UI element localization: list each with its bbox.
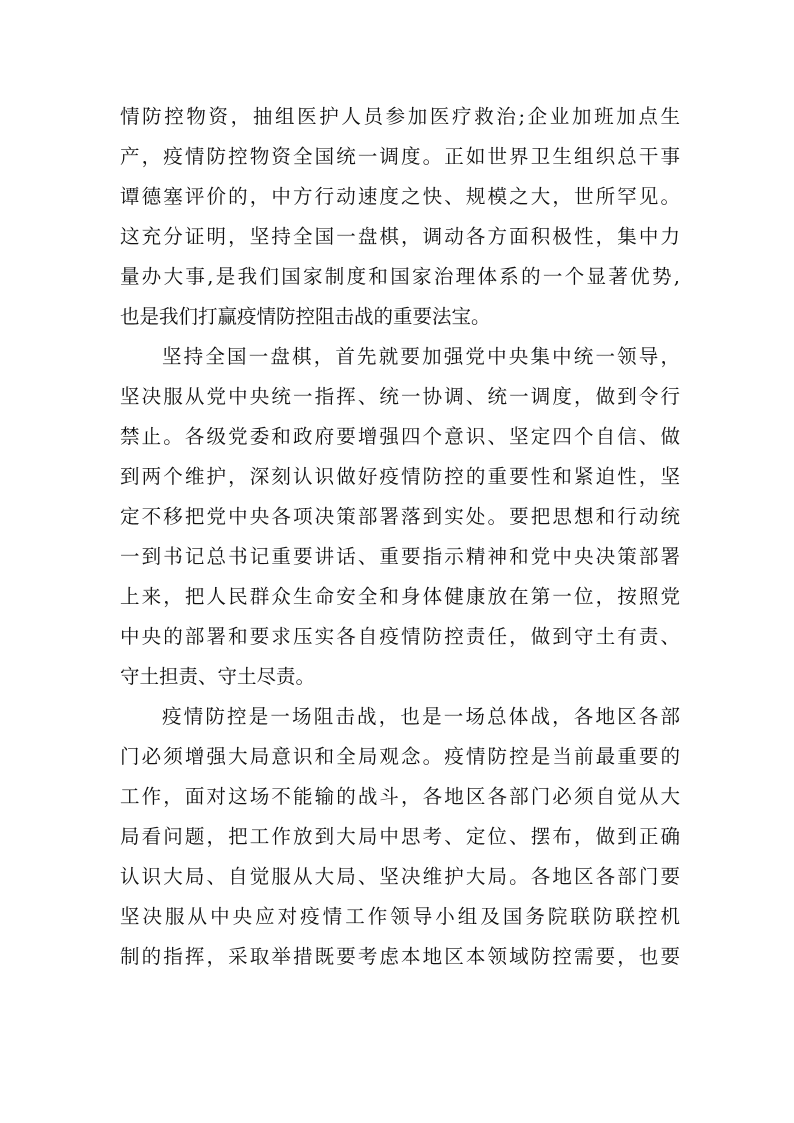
document-body [120,97,680,977]
text-line: 坚持全国一盘棋，首先就要加强党中央集中统一领导， [162,345,680,368]
text-line: 门必须增强大局意识和全局观念。疫情防控是当前最重要的 [120,745,680,768]
text-line: 到两个维护，深刻认识做好疫情防控的重要性和紧迫性，坚 [120,465,680,488]
text-line: 坚决服从党中央统一指挥、统一协调、统一调度，做到令行 [120,385,680,408]
text-line: 量办大事,是我们国家制度和国家治理体系的一个显著优势, [120,265,680,288]
text-line: 守土担责、守土尽责。 [120,665,316,688]
paragraph-1 [120,97,680,337]
text-line: 局看问题，把工作放到大局中思考、定位、摆布，做到正确 [120,825,680,848]
text-line: 制的指挥，采取举措既要考虑本地区本领域防控需要，也要 [120,945,680,968]
text-line: 一到书记总书记重要讲话、重要指示精神和党中央决策部署 [120,545,680,568]
text-line: 也是我们打赢疫情防控阻击战的重要法宝。 [120,305,491,328]
paragraph-2 [120,337,680,697]
text-line: 中央的部署和要求压实各自疫情防控责任，做到守土有责、 [120,625,680,648]
text-line: 这充分证明，坚持全国一盘棋，调动各方面积极性，集中力 [120,225,680,248]
text-line: 产，疫情防控物资全国统一调度。正如世界卫生组织总干事 [120,145,680,168]
text-line: 定不移把党中央各项决策部署落到实处。要把思想和行动统 [120,505,680,528]
paragraph-3 [120,697,680,977]
text-line: 认识大局、自觉服从大局、坚决维护大局。各地区各部门要 [120,865,680,888]
text-line: 疫情防控是一场阻击战，也是一场总体战，各地区各部 [162,705,680,728]
text-line: 谭德塞评价的，中方行动速度之快、规模之大，世所罕见。 [120,185,680,208]
text-line: 情防控物资，抽组医护人员参加医疗救治;企业加班加点生 [120,105,680,128]
text-line: 工作，面对这场不能输的战斗，各地区各部门必须自觉从大 [120,785,680,808]
text-line: 上来，把人民群众生命安全和身体健康放在第一位，按照党 [120,585,680,608]
text-line: 禁止。各级党委和政府要增强四个意识、坚定四个自信、做 [120,425,680,448]
text-line: 坚决服从中央应对疫情工作领导小组及国务院联防联控机 [120,905,680,928]
